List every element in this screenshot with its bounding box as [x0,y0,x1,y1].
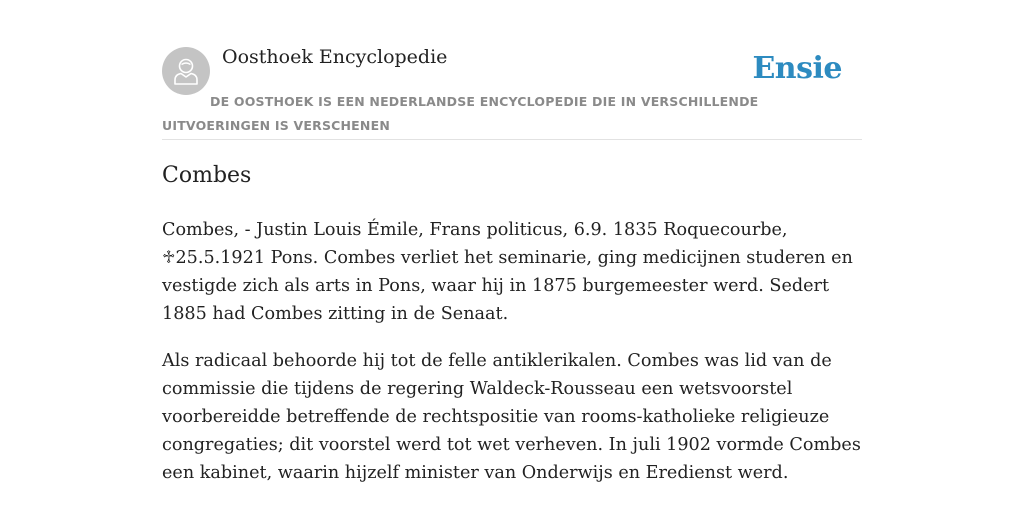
article-paragraph: Combes, - Justin Louis Émile, Frans politicus, 6.9. 1835 Roquecourbe, ♱25.5.1921 Pons. Combes verliet het seminarie, ging medicijnen studeren en vestigde zich als arts in Pons, waar hij in 1875 burgemeester werd. Sedert 1885 had Combes zitting in de Senaat. [162,220,853,324]
site-tagline: DE OOSTHOEK IS EEN NEDERLANDSE ENCYCLOPEDIE DIE IN VERSCHILLENDE UITVOERINGEN IS VERSCHENEN [162,94,759,133]
brand-logo[interactable]: Ensie [752,51,842,86]
site-name[interactable]: Oosthoek Encyclopedie [222,46,448,68]
article-paragraph: Als radicaal behoorde hij tot de felle antiklerikalen. Combes was lid van de commissie die tijdens de regering Waldeck-Rousseau een wetsvoorstel voorbereidde betreffende de rechtspositie van rooms-katholieke religieuze congregaties; dit voorstel werd tot wet verheven. In juli 1902 vormde Combes een kabinet, waarin hijzelf minister van Onderwijs en Eredienst werd. [162,351,861,483]
site-header [162,0,862,140]
user-icon [172,56,200,86]
page-container [162,0,862,483]
avatar[interactable] [162,47,210,95]
article-title: Combes [162,163,252,188]
